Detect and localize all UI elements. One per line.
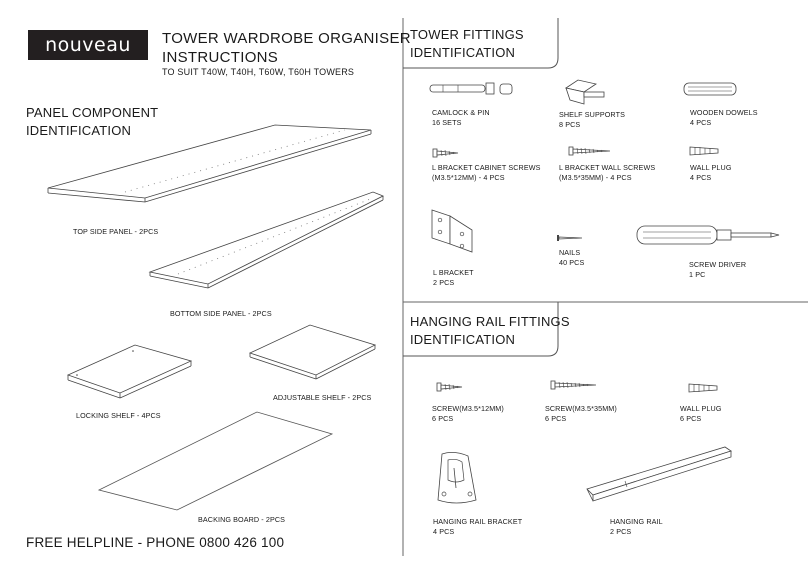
- wall-plug-icon: [687, 381, 721, 395]
- rail-short-screw-qty: 6 PCS: [432, 414, 454, 423]
- rail-bracket-name: HANGING RAIL BRACKET: [433, 517, 523, 526]
- hanging-rail-qty: 2 PCS: [610, 527, 632, 536]
- hanging-rail-icon: [585, 445, 735, 505]
- page-title: [162, 29, 411, 67]
- rail-long-screw-name: SCREW(M3.5*35MM): [545, 404, 617, 413]
- nails-label: [559, 248, 584, 268]
- tower-heading-line-1: TOWER FITTINGS: [410, 27, 524, 42]
- locking-shelf-drawing: [65, 343, 195, 403]
- screwdriver-label: [689, 260, 746, 280]
- backing-board-drawing: [97, 410, 337, 510]
- rail-heading-line-1: HANGING RAIL FITTINGS: [410, 314, 570, 329]
- l-bracket-qty: 2 PCS: [433, 278, 455, 287]
- helpline-text: FREE HELPLINE - PHONE 0800 426 100: [26, 535, 285, 550]
- bottom-side-panel-drawing: [148, 188, 388, 288]
- camlock-pin-label: [432, 108, 490, 128]
- short-screw-icon: [432, 146, 462, 160]
- wall-screws-name: L BRACKET WALL SCREWS: [559, 163, 656, 172]
- top-side-panel-label: TOP SIDE PANEL - 2PCS: [73, 227, 159, 236]
- rail-wall-plug-qty: 6 PCS: [680, 414, 702, 423]
- rail-wall-plug-name: WALL PLUG: [680, 404, 722, 413]
- nails-qty: 40 PCS: [559, 258, 585, 267]
- rail-short-screw-name: SCREW(M3.5*12MM): [432, 404, 504, 413]
- panel-heading-line-1: PANEL COMPONENT: [26, 105, 159, 120]
- camlock-pin-icon: [428, 80, 518, 100]
- locking-shelf-label: LOCKING SHELF - 4PCS: [76, 411, 161, 420]
- wall-plug-name: WALL PLUG: [690, 163, 732, 172]
- shelf-support-icon: [564, 78, 609, 108]
- long-screw-icon: [568, 144, 613, 158]
- rail-long-screw-qty: 6 PCS: [545, 414, 567, 423]
- l-bracket-icon: [428, 208, 478, 256]
- rail-wall-plug-label: [680, 404, 722, 424]
- long-screw-icon: [550, 378, 600, 392]
- adjustable-shelf-label: ADJUSTABLE SHELF - 2PCS: [273, 393, 372, 402]
- wooden-dowel-icon: [682, 80, 742, 100]
- wooden-dowels-name: WOODEN DOWELS: [690, 108, 758, 117]
- rail-bracket-label: [433, 517, 522, 537]
- rail-long-screw-label: [545, 404, 617, 424]
- l-bracket-label: [433, 268, 474, 288]
- wall-plug-icon: [688, 144, 722, 158]
- camlock-pin-name: CAMLOCK & PIN: [432, 108, 490, 117]
- nail-icon: [556, 233, 586, 243]
- wall-screws-qty: (M3.5*35MM) - 4 PCS: [559, 173, 632, 182]
- wall-screws-label: [559, 163, 655, 183]
- cabinet-screws-name: L BRACKET CABINET SCREWS: [432, 163, 541, 172]
- hanging-rail-name: HANGING RAIL: [610, 517, 663, 526]
- screwdriver-name: SCREW DRIVER: [689, 260, 747, 269]
- tower-fittings-heading: [410, 26, 524, 62]
- shelf-supports-qty: 8 PCS: [559, 120, 581, 129]
- bottom-side-panel-label: BOTTOM SIDE PANEL - 2PCS: [170, 309, 272, 318]
- rail-heading-line-2: IDENTIFICATION: [410, 332, 516, 347]
- tower-heading-line-2: IDENTIFICATION: [410, 45, 516, 60]
- brand-logo: nouveau: [28, 30, 148, 60]
- backing-board-label: BACKING BOARD - 2PCS: [198, 515, 286, 524]
- adjustable-shelf-drawing: [248, 323, 378, 385]
- wooden-dowels-qty: 4 PCS: [690, 118, 712, 127]
- screwdriver-qty: 1 PC: [689, 270, 706, 279]
- rail-bracket-icon: [434, 450, 484, 510]
- screwdriver-icon: [633, 222, 783, 252]
- top-side-panel-drawing: [45, 120, 375, 190]
- title-line-2: INSTRUCTIONS: [162, 49, 279, 66]
- hanging-rail-label: [610, 517, 663, 537]
- l-bracket-name: L BRACKET: [433, 268, 474, 277]
- nails-name: NAILS: [559, 248, 581, 257]
- short-screw-icon: [436, 380, 466, 394]
- wooden-dowels-label: [690, 108, 758, 128]
- wall-plug-label: [690, 163, 732, 183]
- shelf-supports-label: [559, 110, 625, 130]
- rail-short-screw-label: [432, 404, 504, 424]
- cabinet-screws-qty: (M3.5*12MM) - 4 PCS: [432, 173, 505, 182]
- rail-bracket-qty: 4 PCS: [433, 527, 455, 536]
- shelf-supports-name: SHELF SUPPORTS: [559, 110, 625, 119]
- cabinet-screws-label: [432, 163, 541, 183]
- wall-plug-qty: 4 PCS: [690, 173, 712, 182]
- rail-fittings-heading: [410, 313, 570, 349]
- panel-heading-line-2: IDENTIFICATION: [26, 123, 132, 138]
- title-line-1: TOWER WARDROBE ORGANISER: [162, 30, 411, 47]
- page-subtitle: TO SUIT T40W, T40H, T60W, T60H TOWERS: [162, 67, 355, 77]
- camlock-pin-qty: 16 SETS: [432, 118, 462, 127]
